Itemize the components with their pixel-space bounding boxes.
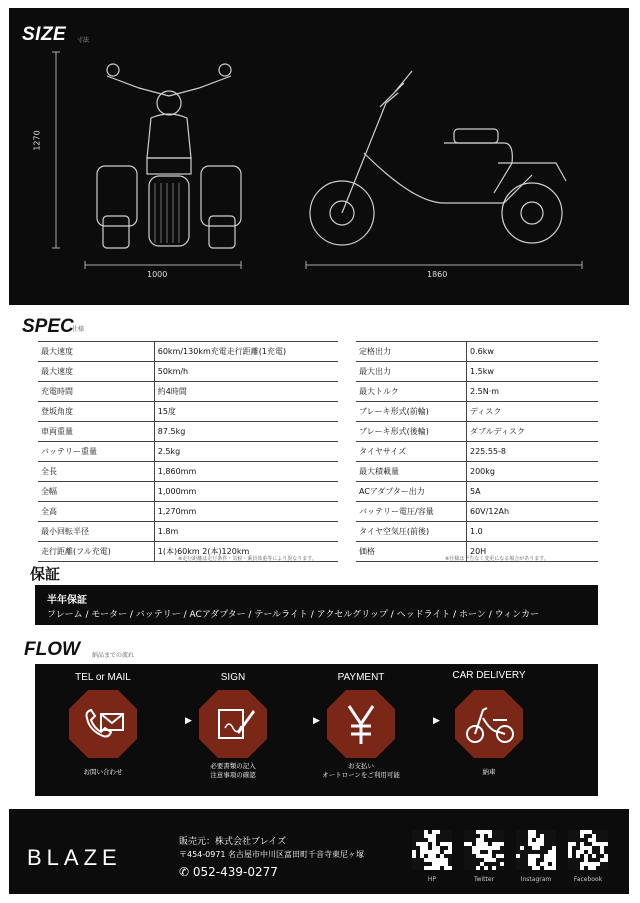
table-row: 最大速度 50km/h [38,362,338,382]
qr-label-twitter: Twitter [473,876,495,883]
warranty-items: フレーム / モーター / バッテリー / ACアダプター / テールライト / アクセルグリップ / ヘッドライト / ホーン / ウィンカー [47,610,540,620]
flow-step-caption: お問い合わせ [83,768,123,776]
phone-number-row[interactable] [179,865,278,879]
table-row: 車両重量 87.5kg [38,422,338,442]
qr-label-instagram: Instagram [520,876,552,883]
flow-step-title: CAR DELIVERY [452,670,526,681]
spec-subtitle: 仕様 [72,326,85,333]
arrow-right-icon: ▶ [185,716,192,726]
table-row: 走行距離(フル充電) 1(本)60km 2(本)120km [38,542,338,562]
qr-code-hp[interactable] [412,830,452,870]
table-row: 定格出力 0.6kw [356,342,598,362]
seller-address: 〒454-0971 名古屋市中川区富田町千音寺東尼ヶ塚 [179,850,365,859]
qr-label-facebook: Facebook [573,876,603,883]
width-label: 1000 [147,270,168,279]
table-row: 登坂角度 15度 [38,402,338,422]
table-row: 全高 1,270mm [38,502,338,522]
flow-subtitle: 納品までの流れ [92,652,135,659]
spec-note-right: ※仕様は予告なく変更になる場合があります。 [445,556,549,562]
flow-step-caption: 必要書類の記入 注意事項の確認 [210,762,256,779]
arrow-right-icon: ▶ [433,716,440,726]
table-row: ブレーキ形式(前輪) ディスク [356,402,598,422]
table-row: 充電時間 約4時間 [38,382,338,402]
flow-title: FLOW [24,639,80,660]
warranty-panel [35,585,598,625]
phone-icon: ✆ [179,865,193,879]
height-label: 1270 [32,130,42,151]
size-title: SIZE [22,24,67,45]
flow-panel [35,664,598,796]
phone-number: 052-439-0277 [192,865,278,879]
length-label: 1860 [427,270,448,279]
spec-note-left: ※走行距離は走行条件・気候・乗員体重等により異なります。 [178,556,317,562]
flow-step-caption: お支払い オートローンをご利用可能 [322,762,400,779]
side-view-illustration [294,63,584,253]
table-row: タイヤ空気圧(前後) 1.0 [356,522,598,542]
table-row: 最大積載量 200kg [356,462,598,482]
spec-table-left [38,341,338,562]
table-row: 最大トルク 2.5N·m [356,382,598,402]
scooter-icon [453,688,525,760]
yen-icon [325,688,397,760]
phone-mail-icon [67,688,139,760]
flow-step-title: TEL or MAIL [75,672,131,683]
size-subtitle: 寸法 [77,37,90,44]
arrow-right-icon: ▶ [313,716,320,726]
height-dimension-line [51,50,61,250]
table-row: バッテリー電圧/容量 60V/12Ah [356,502,598,522]
flow-step-caption: 納車 [482,768,496,776]
table-row: 全幅 1,000mm [38,482,338,502]
seller-name: 販売元：株式会社ブレイズ [179,837,287,847]
qr-code-twitter[interactable] [464,830,504,870]
spec-table-right [356,341,598,562]
size-panel [9,8,629,305]
qr-code-instagram[interactable] [516,830,556,870]
brand-logo: BLAZE [27,845,122,870]
table-row: ACアダプター出力 5A [356,482,598,502]
front-view-illustration [69,48,269,258]
table-row: タイヤサイズ 225.55-8 [356,442,598,462]
footer [9,809,629,894]
width-dimension-line [83,260,243,270]
length-dimension-line [304,260,584,270]
qr-code-facebook[interactable] [568,830,608,870]
table-row: 最大速度 60km/130km充電走行距離(1充電) [38,342,338,362]
qr-label-hp: HP [427,876,437,883]
table-row: 全長 1,860mm [38,462,338,482]
flow-step-title: SIGN [220,672,246,683]
flow-step-title: PAYMENT [337,672,385,683]
spec-title: SPEC [22,316,74,337]
warranty-period: 半年保証 [47,595,87,606]
table-row: 最大出力 1.5kw [356,362,598,382]
table-row: 価格 20H [356,542,598,562]
table-row: 最小回転半径 1.8m [38,522,338,542]
table-row: ブレーキ形式(後輪) ダブルディスク [356,422,598,442]
warranty-title: 保証 [30,565,61,583]
pen-sign-icon [197,688,269,760]
table-row: バッテリー重量 2.5kg [38,442,338,462]
